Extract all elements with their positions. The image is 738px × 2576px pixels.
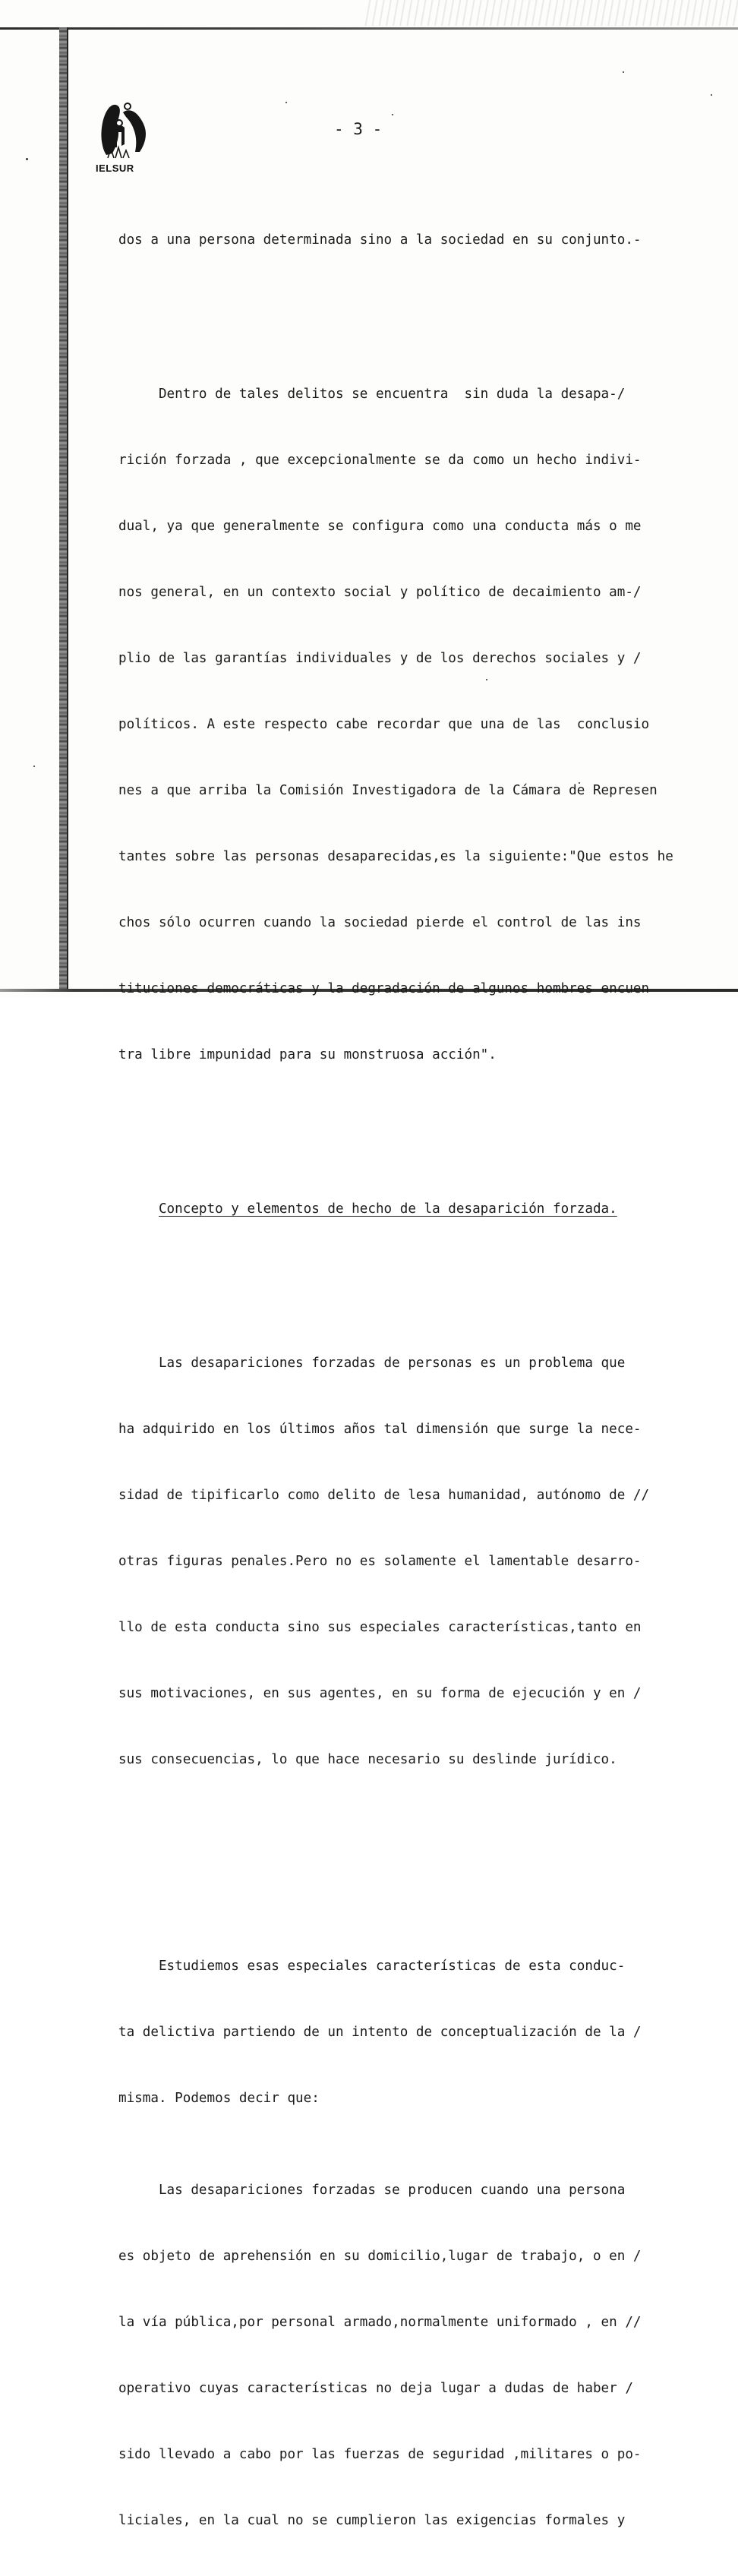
document-body bbox=[118, 185, 726, 2576]
text-line: sido llevado a cabo por las fuerzas de seguridad ,militares o po- bbox=[118, 2447, 642, 2462]
paragraph-gap bbox=[118, 295, 726, 317]
scan-speck bbox=[26, 158, 28, 160]
paragraph-gap bbox=[118, 1881, 726, 1889]
ielsur-logo-icon bbox=[96, 99, 150, 163]
scan-speck bbox=[285, 102, 287, 103]
text-line: tantes sobre las personas desaparecidas,es la siguiente:"Que estos he bbox=[118, 849, 673, 864]
scan-speck bbox=[711, 94, 712, 96]
text-line: plio de las garantías individuales y de los derechos sociales y / bbox=[118, 651, 642, 666]
text-line: tituciones democráticas y la degradación de algunos hombres encuen bbox=[118, 981, 650, 996]
text-line: nes a que arriba la Comisión Investigadora de la Cámara de Represen bbox=[118, 783, 658, 798]
text-line: Dentro de tales delitos se encuentra sin duda la desapa-/ bbox=[118, 387, 626, 402]
paragraph-gap bbox=[118, 1815, 726, 1837]
scan-speck bbox=[33, 766, 35, 767]
text-line: liciales, en la cual no se cumplieron las exigencias formales y bbox=[118, 2513, 626, 2528]
text-line: operativo cuyas características no deja lugar a dudas de haber / bbox=[118, 2381, 633, 2396]
paragraph-gap bbox=[118, 1110, 726, 1132]
text-line: políticos. A este respecto cabe recordar que una de las conclusio bbox=[118, 717, 650, 732]
text-line: chos sólo ocurren cuando la sociedad pierde el control de las ins bbox=[118, 915, 642, 930]
text-line: la vía pública,por personal armado,normalmente uniformado , en // bbox=[118, 2315, 642, 2330]
text-line: ha adquirido en los últimos años tal dimensión que surge la nece- bbox=[118, 1422, 642, 1437]
text-line: Estudiemos esas especiales características de esta conduc- bbox=[118, 1959, 626, 1974]
text-line: dos a una persona determinada sino a la sociedad en su conjunto.- bbox=[118, 232, 642, 248]
paragraph-gap bbox=[118, 1264, 726, 1286]
section-heading: Concepto y elementos de hecho de la desaparición forzada. bbox=[158, 1201, 617, 1217]
text-line: llo de esta conducta sino sus especiales características,tanto en bbox=[118, 1620, 642, 1635]
page-number: - 3 - bbox=[334, 120, 383, 138]
text-line: misma. Podemos decir que: bbox=[118, 2091, 320, 2106]
logo-text: IELSUR bbox=[96, 163, 134, 174]
text-line: tra libre impunidad para su monstruosa acción". bbox=[118, 1047, 497, 1062]
left-border-line bbox=[67, 27, 68, 992]
top-border-line bbox=[0, 27, 738, 30]
text-line: sus motivaciones, en sus agentes, en su forma de ejecución y en / bbox=[118, 1686, 642, 1701]
scan-speck bbox=[392, 114, 393, 115]
section-heading-line bbox=[118, 1198, 726, 1220]
text-line: sus consecuencias, lo que hace necesario su deslinde jurídico. bbox=[118, 1752, 617, 1767]
text-line: es objeto de aprehensión en su domicilio,lugar de trabajo, o en / bbox=[118, 2249, 642, 2264]
text-line: ta delictiva partiendo de un intento de conceptualización de la / bbox=[118, 2025, 642, 2040]
text-line: Las desapariciones forzadas de personas es un problema que bbox=[118, 1356, 626, 1371]
ielsur-logo bbox=[96, 99, 150, 175]
text-line: otras figuras penales.Pero no es solamente el lamentable desarro- bbox=[118, 1554, 642, 1569]
text-line: Las desapariciones forzadas se producen cuando una persona bbox=[118, 2183, 626, 2198]
left-binding-strip bbox=[59, 27, 67, 992]
scan-noise bbox=[364, 0, 738, 26]
text-line: nos general, en un contexto social y político de decaimiento am-/ bbox=[118, 585, 642, 600]
text-line: dual, ya que generalmente se configura como una conducta más o me bbox=[118, 519, 642, 534]
scan-speck bbox=[623, 71, 624, 73]
text-line: sidad de tipificarlo como delito de lesa humanidad, autónomo de // bbox=[118, 1488, 650, 1503]
text-line: rición forzada , que excepcionalmente se da como un hecho indivi- bbox=[118, 453, 642, 468]
